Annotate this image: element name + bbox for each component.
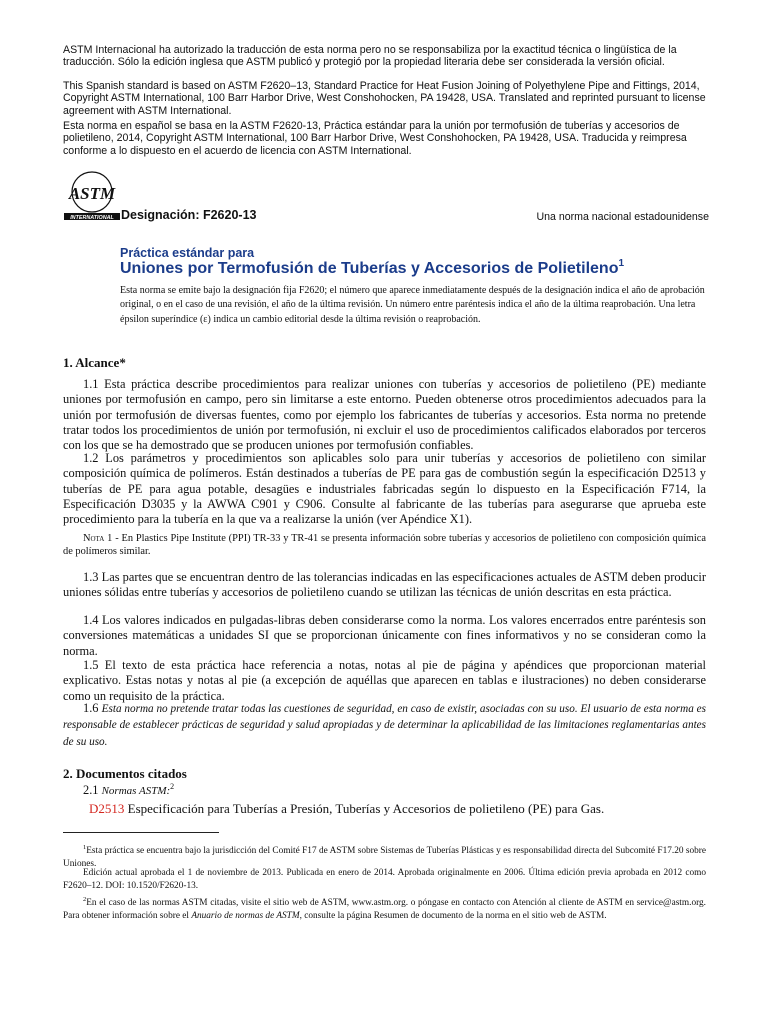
svg-text:INTERNATIONAL: INTERNATIONAL [70, 215, 114, 221]
translation-disclaimer: ASTM Internacional ha autorizado la traducción de esta norma pero no se responsabiliza por la exactitud técnica o lingüística de la traducción. Sólo la edición inglesa que ASTM publicó y protegió por la propiedad literaria debe ser considerada la versión oficial. [63, 44, 677, 69]
astm-logo [63, 168, 121, 222]
d2513-title: Especificación para Tuberías a Presión, Tuberías y Accesorios de polietileno (PE) para Gas. [124, 801, 605, 816]
footnote-2: $^2$En el caso de las normas ASTM citadas, visite el sitio web de ASTM, www.astm.org. o póngase en contacto con Atención al cliente de ASTM en service@astm.org. Para obtener información sobre el Anuario de normas de ASTM, consulte la página Resumen de documento de la norma en el sitio web de ASTM. [63, 896, 706, 921]
designation: Designación: F2620-13 [121, 208, 257, 222]
note-text: 1 - En Plastics Pipe Institute (PPI) TR-33 y TR-41 se presenta información sobre tuberías y accesorios de polietileno con composición química de polímeros similar. [63, 533, 706, 558]
footnote-1: $^1$Esta práctica se encuentra bajo la jurisdicción del Comité F17 de ASTM sobre Sistemas de Tuberías Plásticas y es responsabilidad directa del Subcomité F17.20 sobre Uniones. [63, 844, 706, 869]
astm-standards-label: Normas ASTM: [101, 785, 171, 798]
footnote-divider [63, 832, 219, 833]
footnote-mark-2: 2 [170, 782, 175, 791]
reference-d2513 [89, 801, 604, 817]
national-standard-label: Una norma nacional estadounidense [536, 211, 709, 223]
paragraph-1-4: 1.4 Los valores indicados en pulgadas-libras deben considerarse como la norma. Los valores encerrados entre paréntesis son conversiones matemáticas a unidades SI que se proporcionan únicamente con fines informativos y no se consideran como la norma. [63, 613, 706, 658]
paragraph-1-1: 1.1 Esta práctica describe procedimientos para realizar uniones con tuberías y accesorios de polietileno (PE) mediante uniones por termofusión en campo, pero sin limitarse a este entorno. Pueden obtenerse otros procedimientos adecuados para la unión por termofusión de diversas fuentes, como por ejemplo los fabricantes de tuberías y accesorios. Esta norma no pretende tratar todos los procedimientos de unión por termofusión, ni excluir el uso de procedimientos calificados elaborados por terceros con los que se ha demostrado que se producen uniones por termofusión confiables. [63, 377, 706, 453]
subsection-2-1: 2.1 Normas ASTM:$^2$ [83, 782, 175, 798]
section-heading-referenced-documents: 2. Documentos citados [63, 766, 187, 781]
paragraph-1-6 [63, 701, 706, 750]
title-footnote-mark: 1 [618, 258, 625, 269]
safety-statement: Esta norma no pretende tratar todas las cuestiones de seguridad, en caso de existir, asociadas con su uso. El usuario de esta norma es responsable de establecer prácticas de seguridad y salud apropiadas y de determinar la aplicabilidad de las limitaciones reglamentarias antes de su uso. [63, 703, 707, 748]
paragraph-1-2: 1.2 Los parámetros y procedimientos son aplicables solo para unir tuberías y accesorios de polietileno con similar composición química de polímeros. Están destinados a tuberías de PE para gas de combustión según la especificación D2513 y tuberías de PE para agua potable, desagües e industriales fabricadas según lo dispuesto en la Especificación F714, la Especificación D3035 y la AWWA C901 y C906. Consulte al fabricante de las tuberías para asegurarse que aprueba este procedimiento para la tubería en la que va a realizarse la unión (ver Apéndice X1). [63, 451, 706, 527]
note-1 [63, 532, 706, 559]
footnote-1-edition: Edición actual aprobada el 1 de noviembre de 2013. Publicada en enero de 2014. Aprobada originalmente en 2006. Última edición previa aprobada en 2012 como F2620–12. DOI: 10.1520/F2620-13. [63, 868, 706, 891]
note-label: Nota [83, 533, 105, 544]
document-title: Uniones por Termofusión de Tuberías y Accesorios de Polietileno$^1$ [120, 258, 625, 277]
section-heading-scope: 1. Alcance* [63, 355, 126, 370]
practice-label: Práctica estándar para [120, 246, 255, 260]
d2513-link[interactable]: D2513 [89, 801, 125, 816]
paragraph-1-3: 1.3 Las partes que se encuentran dentro de las tolerancias indicadas en las especificaciones actuales de ASTM deben producir uniones sólidas entre tuberías y accesorios de polietileno cuando se utilizan las técnicas de unión descritas en esta práctica. [63, 570, 706, 600]
paragraph-1-6-number: 1.6 [83, 701, 102, 715]
spanish-source-notice: Esta norma en español se basa en la ASTM F2620-13, Práctica estándar para la unión por termofusión de tuberías y accesorios de polietileno, 2014, Copyright ASTM International, 100 Barr Harbor Drive, West Conshohocken, PA 19428, USA. Traducida y reimpresa conforme a lo dispuesto en el acuerdo de licencia con ASTM International. [63, 120, 687, 157]
issuance-statement: Esta norma se emite bajo la designación fija F2620; el número que aparece inmediatamente después de la designación indica el año de aprobación original, o en el caso de una revisión, el año de la última revisión. Un número entre paréntesis indica el año de la última reaprobación. Una letra épsilon superíndice (ε) indica un cambio editorial desde la última revisión o reaprobación. [120, 285, 705, 325]
svg-text:ASTM: ASTM [68, 184, 116, 203]
annual-book-title: Anuario de normas de ASTM [191, 910, 300, 921]
paragraph-1-5: 1.5 El texto de esta práctica hace referencia a notas, notas al pie de página y apéndices que proporcionan material explicativo. Estas notas y notas al pie (a excepción de aquéllas que aparecen en tablas e ilustraciones) no deben considerarse como un requisito de la práctica. [63, 658, 706, 703]
english-source-notice: This Spanish standard is based on ASTM F2620–13, Standard Practice for Heat Fusion Joining of Polyethylene Pipe and Fittings, 2014, Copyright ASTM International, 100 Barr Harbor Drive, West Conshohocken, PA 19428, USA. Translated and reprinted pursuant to license agreement with ASTM International. [63, 80, 706, 117]
